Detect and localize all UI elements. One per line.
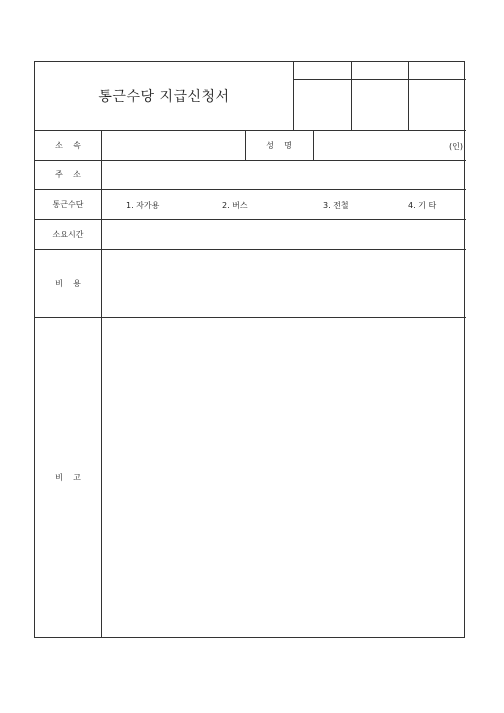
affiliation-label: 소 속 bbox=[55, 140, 81, 150]
approval-box-left-border bbox=[293, 62, 294, 130]
travel-time-label: 소요시간 bbox=[52, 229, 84, 239]
commute-allowance-form bbox=[34, 61, 465, 638]
form-title: 통근수당 지급신청서 bbox=[98, 89, 230, 105]
name-field[interactable] bbox=[313, 130, 466, 160]
cost-label: 비 용 bbox=[55, 278, 81, 288]
remarks-field[interactable] bbox=[101, 317, 466, 638]
transport-option-bus[interactable]: 2. 버스 bbox=[222, 201, 248, 210]
name-label: 성 명 bbox=[266, 140, 292, 150]
approval-box-divider-2 bbox=[408, 62, 409, 130]
travel-time-field[interactable] bbox=[101, 219, 466, 249]
seal-mark: (인) bbox=[449, 142, 463, 151]
affiliation-field[interactable] bbox=[101, 130, 245, 160]
approval-box-divider-1 bbox=[351, 62, 352, 130]
transport-option-car[interactable]: 1. 자가용 bbox=[126, 201, 160, 210]
remarks-label: 비 고 bbox=[55, 473, 81, 482]
cost-field[interactable] bbox=[101, 249, 466, 317]
address-field[interactable] bbox=[101, 160, 466, 189]
approval-box-header-line bbox=[293, 79, 466, 80]
transport-option-subway[interactable]: 3. 전철 bbox=[323, 201, 349, 210]
transport-label: 통근수단 bbox=[52, 199, 84, 209]
transport-option-other[interactable]: 4. 기 타 bbox=[408, 201, 437, 210]
address-label: 주 소 bbox=[55, 170, 81, 179]
